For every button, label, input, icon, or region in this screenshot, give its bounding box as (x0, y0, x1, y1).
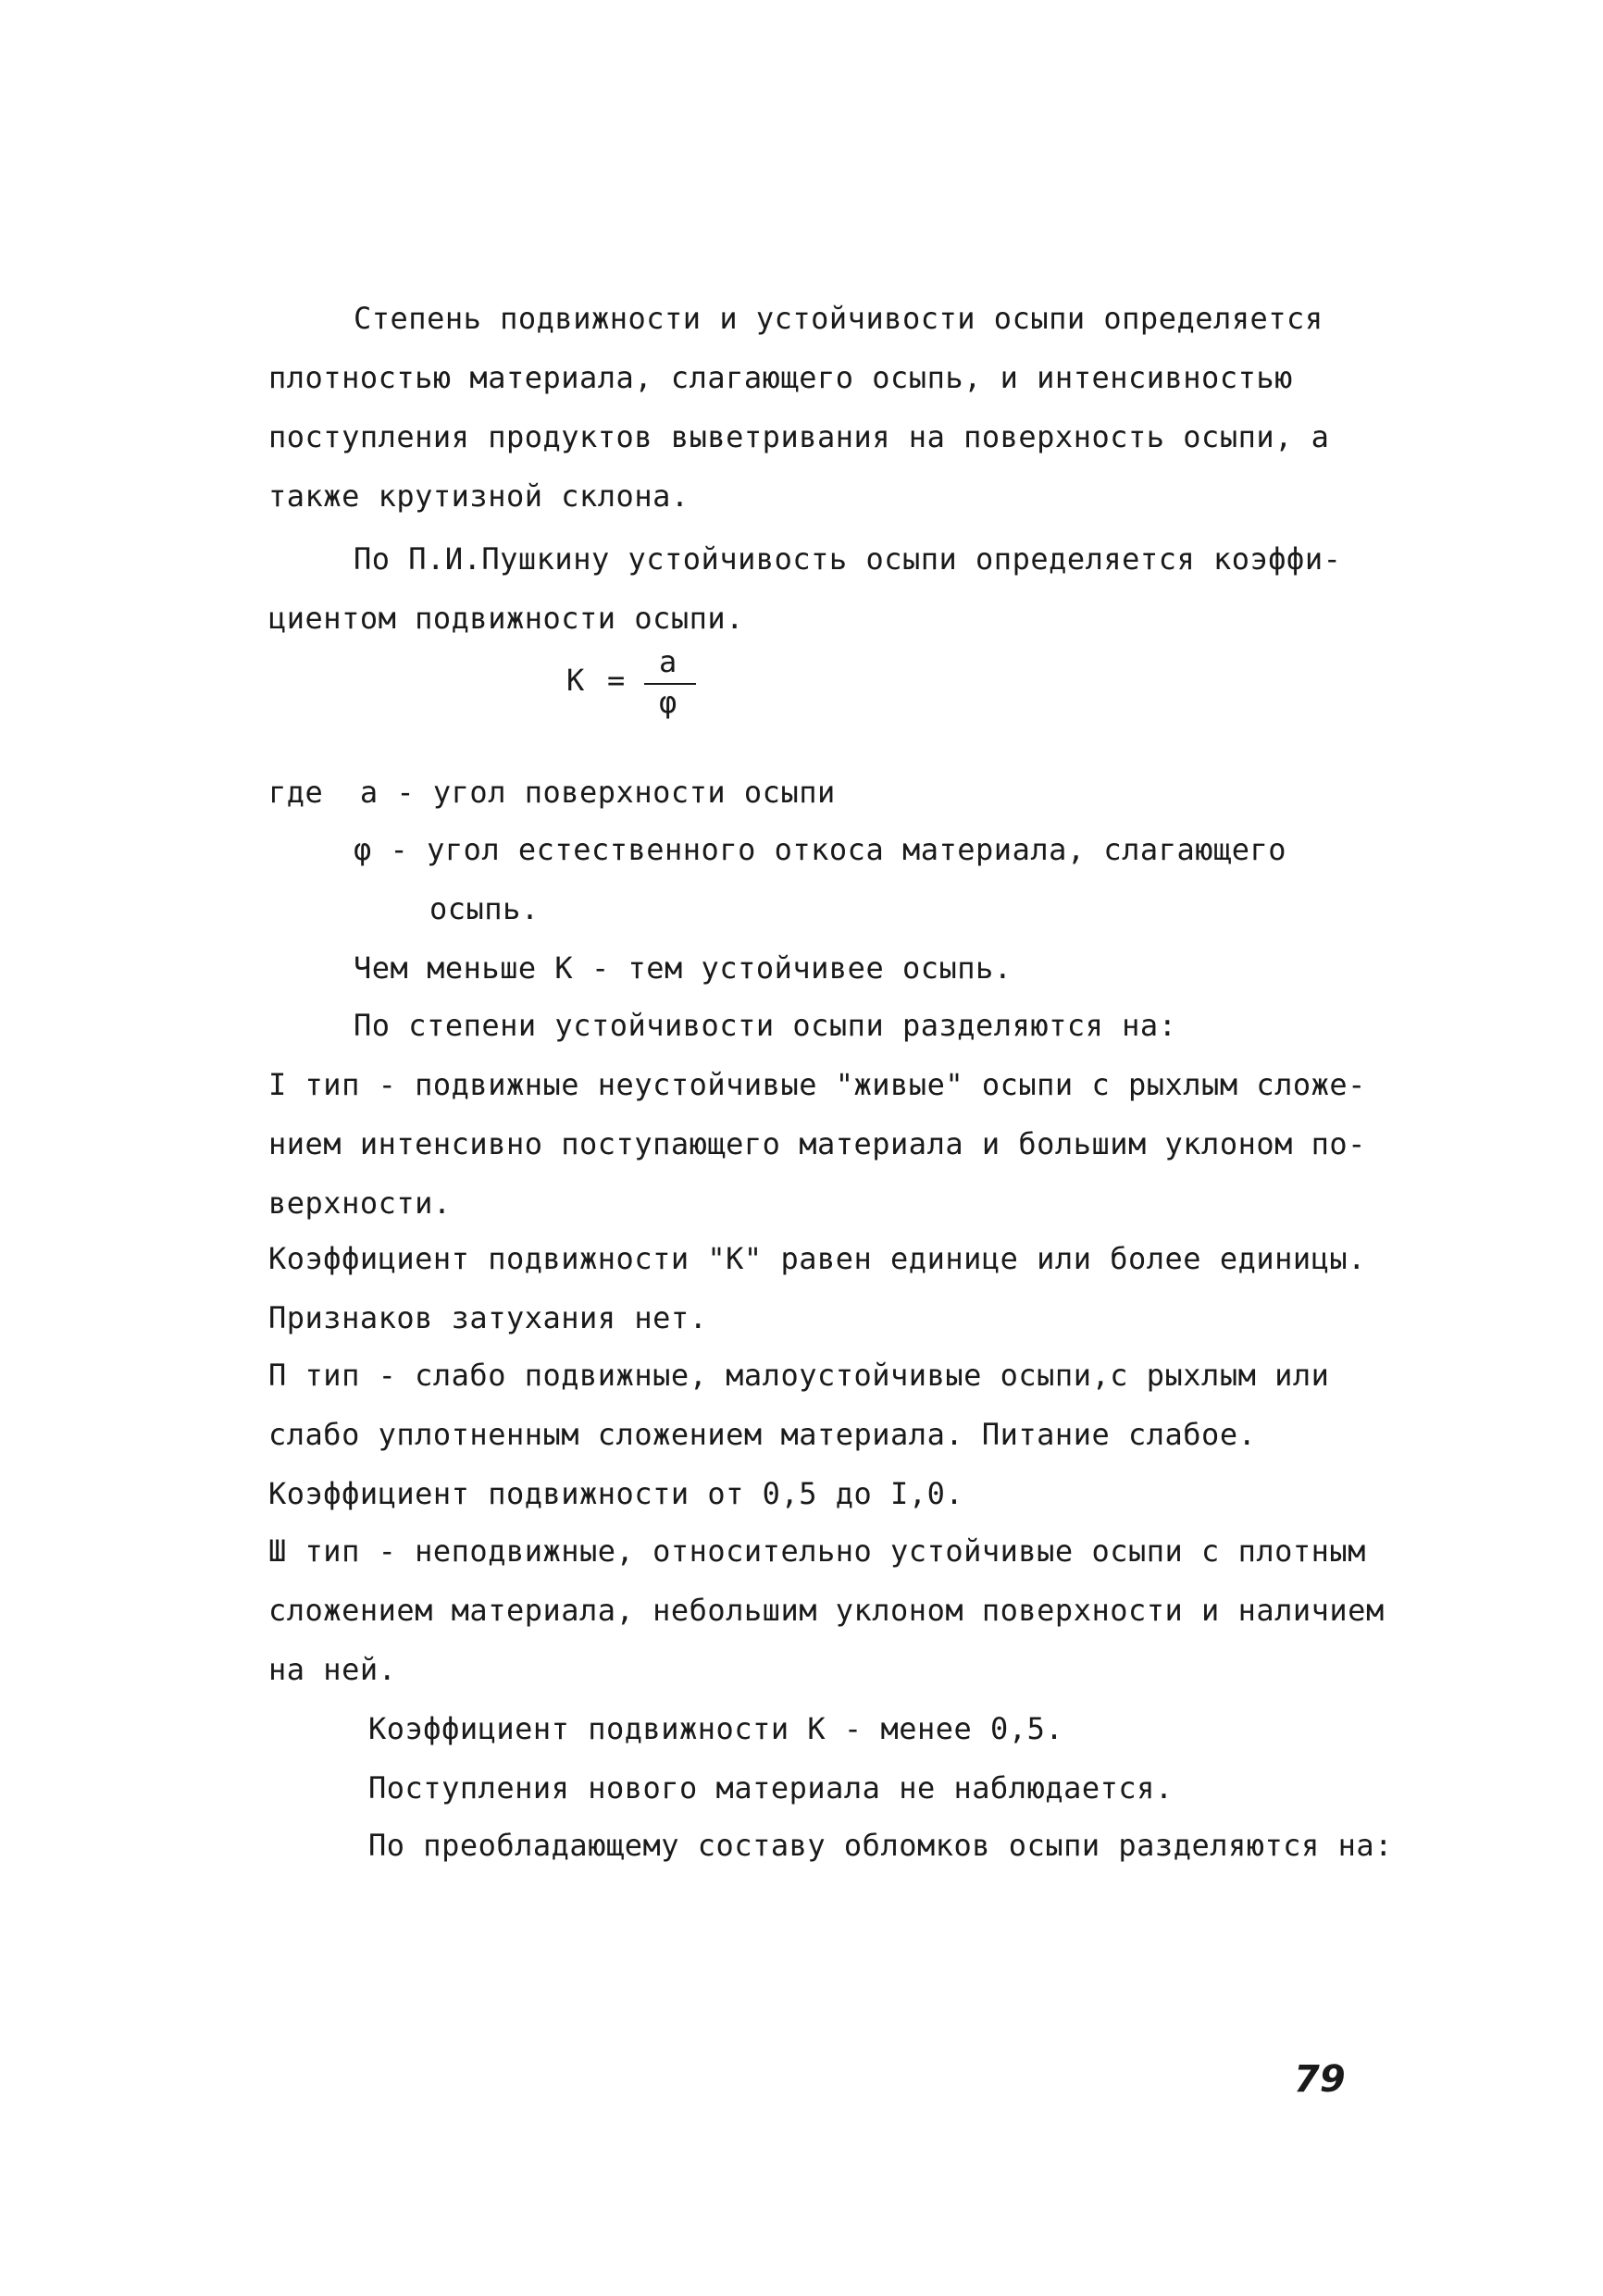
text-line: также крутизной склона. (268, 478, 690, 514)
text-line: Коэффициент подвижности от 0,5 до I,0. (268, 1476, 964, 1511)
text-line: По степени устойчивости осыпи разделяются на: (354, 1008, 1177, 1043)
text-line: По преобладающему составу обломков осыпи разделяются на: (368, 1828, 1393, 1863)
text-line: циентом подвижности осыпи. (268, 601, 744, 636)
text-line: осыпь. (429, 891, 540, 926)
text-line: на ней. (268, 1652, 397, 1687)
text-line: сложением материала, небольшим уклоном поверхности и наличием (268, 1593, 1385, 1628)
text-line: Чем меньше К - тем устойчивее осыпь. (354, 950, 1013, 986)
text-line: Ш тип - неподвижные, относительно устойчивые осыпи с плотным (268, 1533, 1366, 1569)
mobility-coefficient-formula (566, 644, 705, 740)
text-line: Коэффициент подвижности К - менее 0,5. (368, 1711, 1064, 1746)
formula-equals: = (607, 663, 626, 698)
formula-numerator: a (659, 644, 677, 679)
formula-denominator: φ (659, 685, 677, 720)
text-line: где а - угол поверхности осыпи (268, 775, 836, 810)
text-line: По П.И.Пушкину устойчивость осыпи определяется коэффи- (354, 541, 1342, 577)
text-line: верхности. (268, 1185, 452, 1221)
text-line: φ - угол естественного откоса материала, слагающего (354, 832, 1287, 867)
text-line: Поступления нового материала не наблюдается. (368, 1770, 1174, 1806)
page-number: 79 (1294, 2058, 1346, 2101)
text-line: Признаков затухания нет. (268, 1300, 708, 1335)
text-line: I тип - подвижные неустойчивые "живые" осыпи с рыхлым сложе- (268, 1067, 1366, 1102)
text-line: поступления продуктов выветривания на поверхность осыпи, а (268, 419, 1330, 454)
formula-lhs: К (566, 663, 585, 698)
text-line: П тип - слабо подвижные, малоустойчивые осыпи,с рыхлым или (268, 1358, 1330, 1393)
text-line: плотностью материала, слагающего осыпь, и интенсивностью (268, 360, 1293, 395)
text-line: нием интенсивно поступающего материала и большим уклоном по- (268, 1126, 1366, 1161)
text-line: слабо уплотненным сложением материала. Питание слабое. (268, 1417, 1257, 1452)
text-line: Коэффициент подвижности "К" равен единице или более единицы. (268, 1241, 1366, 1276)
text-line: Степень подвижности и устойчивости осыпи определяется (354, 301, 1323, 336)
